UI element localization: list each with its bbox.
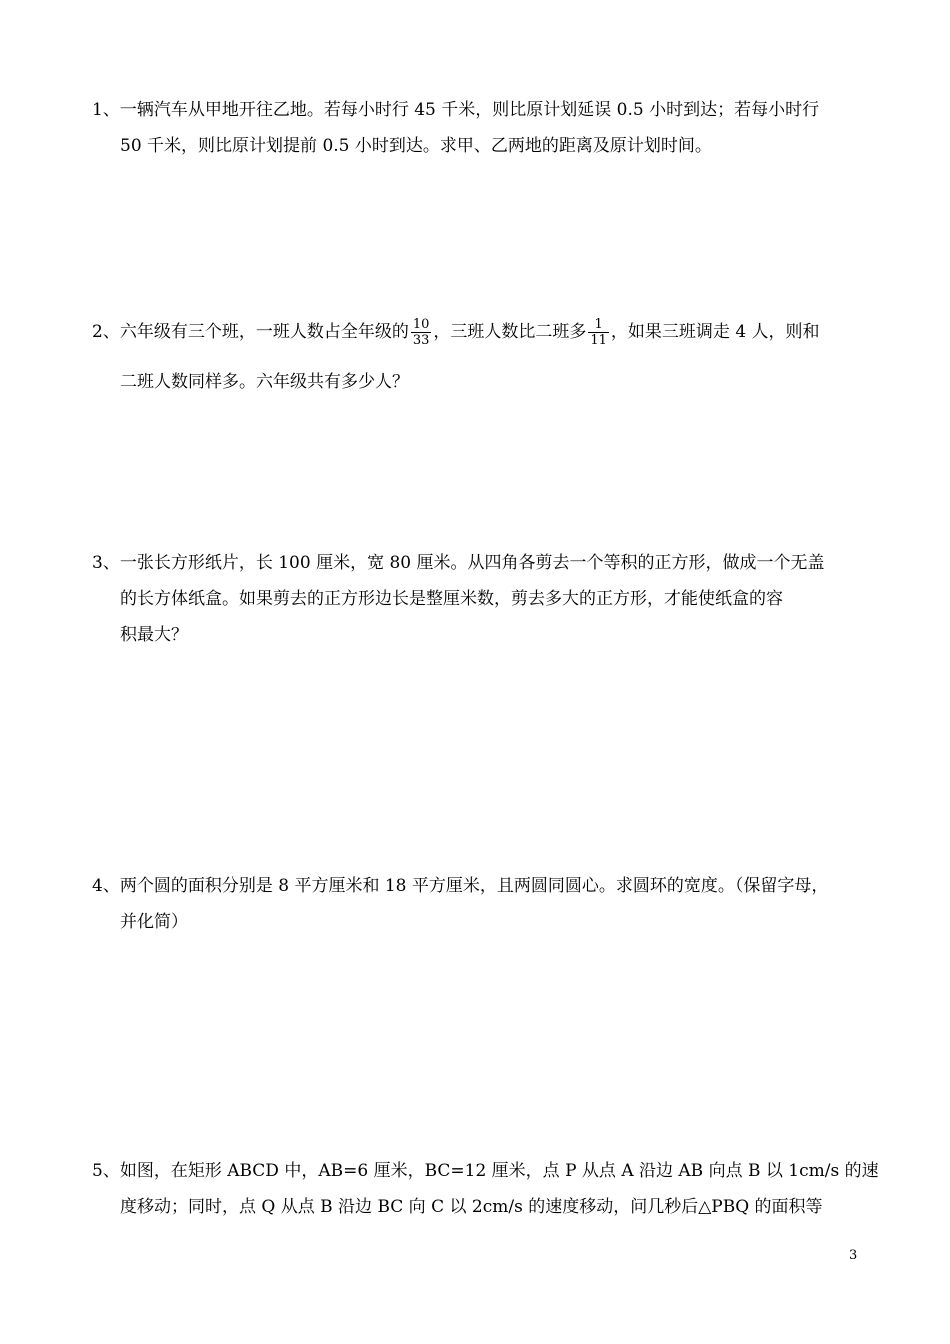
question-2-line-2: 二班人数同样多。六年级共有多少人？ bbox=[120, 372, 409, 392]
question-3-line-2: 的长方体纸盒。如果剪去的正方形边长是整厘米数，剪去多大的正方形，才能使纸盒的容 bbox=[120, 589, 783, 609]
question-5-line-1: 5、如图，在矩形 ABCD 中，AB=6 厘米，BC=12 厘米，点 P 从点 A 沿边 AB 向点 B 以 1cm/s 的速 bbox=[92, 1161, 879, 1181]
fraction-ten-thirty-three bbox=[411, 317, 432, 348]
question-4 bbox=[92, 868, 872, 940]
question-2-line-1 bbox=[92, 314, 872, 350]
fraction-1-numerator: 10 bbox=[412, 317, 430, 332]
fraction-2-denominator: 11 bbox=[590, 333, 607, 348]
question-1 bbox=[92, 92, 872, 164]
question-2-text-a: 2、六年级有三个班，一班人数占全年级的 bbox=[92, 322, 409, 342]
question-3-line-1: 3、一张长方形纸片，长 100 厘米，宽 80 厘米。从四角各剪去一个等积的正方形，做成一个无盖 bbox=[92, 553, 825, 573]
question-5-line-2: 度移动；同时，点 Q 从点 B 沿边 BC 向 C 以 2cm/s 的速度移动，问几秒后△PBQ 的面积等 bbox=[120, 1197, 823, 1217]
question-4-line-2: 并化简） bbox=[120, 912, 188, 932]
question-1-line-1: 1、一辆汽车从甲地开往乙地。若每小时行 45 千米，则比原计划延误 0.5 小时到达；若每小时行 bbox=[92, 100, 820, 120]
fraction-2-numerator: 1 bbox=[588, 317, 609, 333]
fraction-one-eleven bbox=[588, 317, 609, 348]
page-number: 3 bbox=[849, 1248, 858, 1263]
question-4-line-1: 4、两个圆的面积分别是 8 平方厘米和 18 平方厘米，且两圆同圆心。求圆环的宽度。（保留字母， bbox=[92, 876, 829, 896]
question-2-text-b: ，三班人数比二班多 bbox=[433, 322, 587, 342]
question-2-text-c: ，如果三班调走 4 人，则和 bbox=[610, 322, 820, 342]
question-5 bbox=[92, 1153, 879, 1225]
question-2 bbox=[92, 314, 872, 400]
fraction-1-denominator: 33 bbox=[412, 333, 430, 348]
question-3 bbox=[92, 545, 872, 653]
question-3-line-3: 积最大？ bbox=[120, 625, 188, 645]
question-1-line-2: 50 千米，则比原计划提前 0.5 小时到达。求甲、乙两地的距离及原计划时间。 bbox=[120, 136, 712, 156]
